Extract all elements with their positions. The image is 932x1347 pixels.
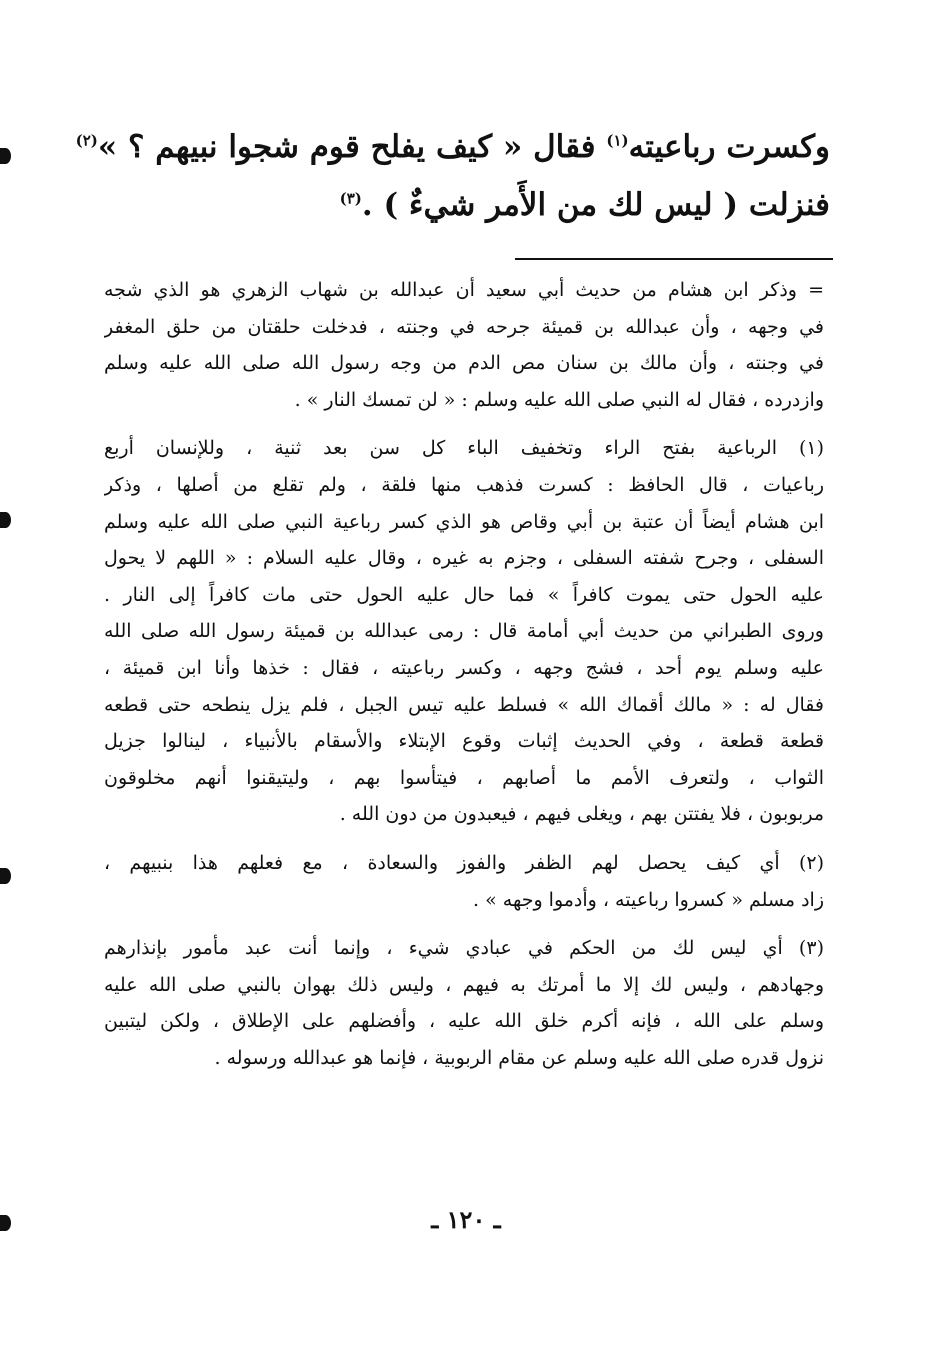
main-text-line-2 bbox=[95, 176, 830, 234]
scan-edge-mark bbox=[0, 868, 11, 884]
footnote-ref-3: (٣) bbox=[339, 189, 362, 208]
spacer bbox=[104, 918, 824, 930]
footnote-line: في وجهه ، وأن عبدالله بن قميئة جرحه في وجنته ، فدخلت حلقتان من حلق المغفر bbox=[104, 315, 824, 338]
footnote-line: قطعة قطعة ، وفي الحديث إثبات وقوع الإبتلاء والأسقام بالأنبياء ، لينالوا جزيل bbox=[104, 730, 824, 753]
page-number: ـ ١٢٠ ـ bbox=[431, 1205, 501, 1234]
footnote-line: مربوبون ، فلا يفتتن بهم ، ويغلى فيهم ، فيعبدون من دون الله . bbox=[339, 803, 824, 826]
spacer bbox=[104, 833, 824, 845]
footnotes-section bbox=[104, 272, 824, 1076]
footnote-ref-1: (١) bbox=[606, 131, 629, 150]
footnote-line: السفلى ، وجرح شفته السفلى ، وجزم به غيره ، وقال عليه السلام : « اللهم لا يحول bbox=[104, 547, 824, 570]
footnote-line: (٢) أي كيف يحصل لهم الظفر والفوز والسعادة ، مع فعلهم هذا بنبيهم ، bbox=[104, 851, 824, 874]
footnote-line: الثواب ، ولتعرف الأمم ما أصابهم ، فيتأسوا بهم ، وليتيقنوا أنهم مخلوقون bbox=[104, 766, 824, 789]
footnote-line: نزول قدره صلى الله عليه وسلم عن مقام الربوبية ، فإنما هو عبدالله ورسوله . bbox=[214, 1046, 824, 1069]
footnote-line: فقال له : « مالك أقماك الله » فسلط عليه تيس الجبل ، فلم يزل ينطحه حتى قطعه bbox=[104, 693, 824, 716]
scan-edge-mark bbox=[0, 148, 11, 164]
footnote-line: (٣) أي ليس لك من الحكم في عبادي شيء ، وإنما أنت عبد مأمور بإنذارهم bbox=[104, 937, 824, 960]
footnote-line: وازدرده ، فقال له النبي صلى الله عليه وسلم : « لن تمسك النار » . bbox=[294, 388, 824, 411]
footnote-2 bbox=[104, 845, 824, 918]
footnote-line: (١) الرباعية بفتح الراء وتخفيف الباء كل سن بعد ثنية ، وللإنسان أربع bbox=[104, 437, 824, 460]
footnote-line: عليه وسلم يوم أحد ، فشج وجهه ، وكسر رباعيته ، فقال : خذها وأنا ابن قميئة ، bbox=[104, 656, 824, 679]
footnote-line: وسلم على الله ، فإنه أكرم خلق الله عليه ، وأفضلهم على الإطلاق ، ولكن ليتبين bbox=[104, 1010, 824, 1033]
spacer bbox=[104, 418, 824, 430]
scan-edge-mark bbox=[0, 512, 11, 528]
main-text-line-1 bbox=[75, 118, 830, 176]
footnote-line: زاد مسلم « كسروا رباعيته ، وأدموا وجهه » . bbox=[473, 888, 824, 911]
footnote-line: رباعيات ، قال الحافظ : كسرت فذهب منها فلقة ، ولم تقلع من أصلها ، وذكر bbox=[104, 473, 824, 496]
footnote-ref-2: (٢) bbox=[75, 131, 98, 150]
main-text bbox=[75, 118, 830, 234]
footnote-divider bbox=[515, 258, 833, 260]
footnote-line: = وذكر ابن هشام من حديث أبي سعيد أن عبدالله بن شهاب الزهري هو الذي شجه bbox=[104, 279, 824, 301]
footnote-1 bbox=[104, 430, 824, 833]
footnote-line: عليه الحول حتى يموت كافراً » فما حال عليه الحول حتى مات كافراً إلى النار . bbox=[104, 583, 824, 606]
scan-edge-mark bbox=[0, 1215, 11, 1231]
footnote-line: في وجنته ، وأن مالك بن سنان مص الدم من وجه رسول الله صلى الله عليه وسلم bbox=[104, 352, 824, 375]
main-text-segment: فنزلت ( ليس لك من الأَمر شيءٌ ) . bbox=[361, 187, 830, 223]
footnote-line: وجهادهم ، وليس لك إلا ما أمرتك به فيهم ، وليس ذلك بهوان بالنبي صلى الله عليه bbox=[104, 973, 824, 996]
main-text-segment: فقال « كيف يفلح قوم شجوا نبيهم ؟ » bbox=[97, 129, 607, 165]
footnote-line: ابن هشام أيضاً أن عتبة بن أبي وقاص هو الذي كسر رباعية النبي صلى الله عليه وسلم bbox=[104, 510, 824, 533]
footnote-3 bbox=[104, 930, 824, 1076]
footnote-line: وروى الطبراني من حديث أبي أمامة قال : رمى عبدالله بن قميئة رسول الله صلى الله bbox=[104, 620, 824, 643]
main-text-segment: وكسرت رباعيته bbox=[628, 129, 830, 165]
continuation-note bbox=[104, 272, 824, 418]
